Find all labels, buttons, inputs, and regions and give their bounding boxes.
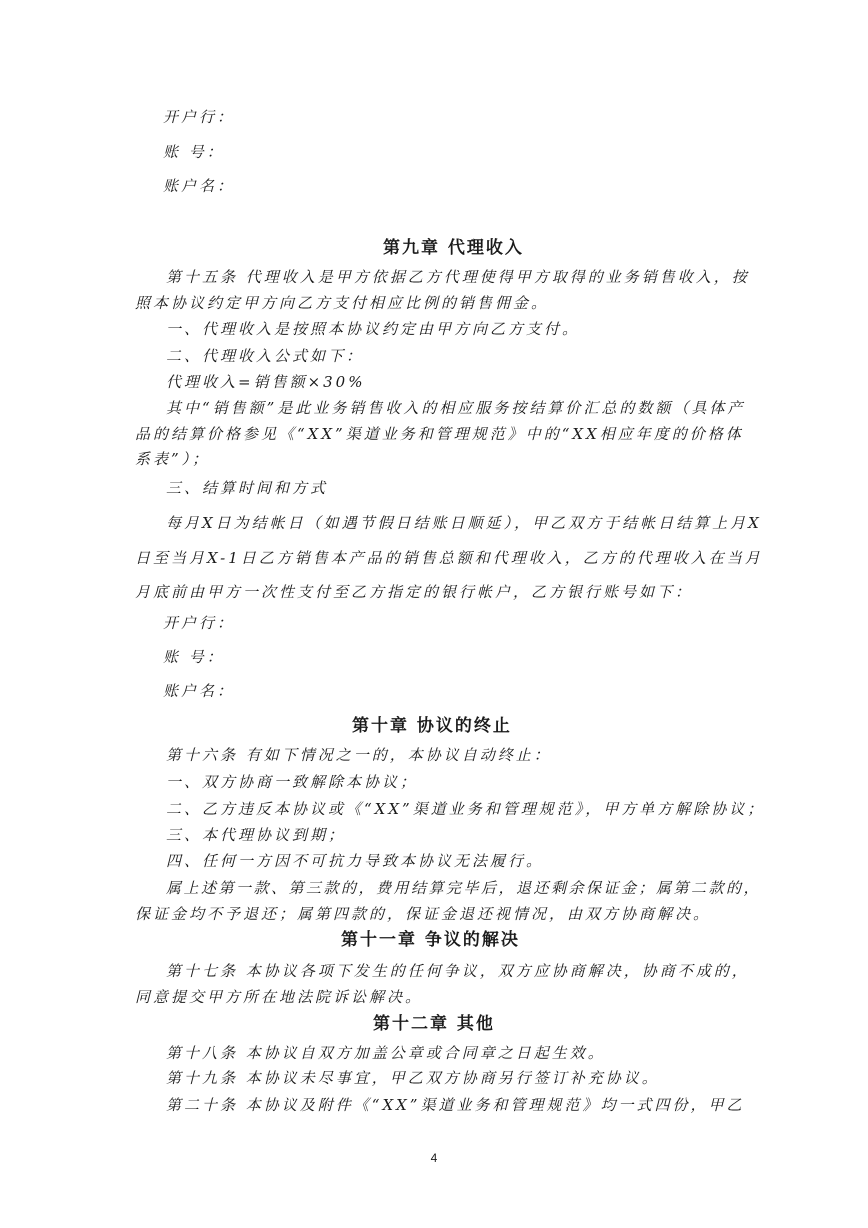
- page-number: 4: [430, 1151, 438, 1165]
- bank-label: 开户行：: [163, 108, 236, 126]
- settlement-line-1: 每月X日为结帐日（如遇节假日结账日顺延），甲乙双方于结帐日结算上月X: [166, 514, 762, 532]
- ch10-item-3: 三、本代理协议到期；: [166, 826, 347, 844]
- settlement-line-3: 月底前由甲方一次性支付至乙方指定的银行帐户，乙方银行账号如下：: [135, 583, 694, 601]
- article-19: 第十九条 本协议未尽事宜，甲乙双方协商另行签订补充协议。: [166, 1069, 660, 1087]
- ch10-note-line-1: 属上述第一款、第三款的，费用结算完毕后，退还剩余保证金；属第二款的，: [166, 879, 762, 897]
- account-label: 账 号：: [163, 143, 225, 161]
- ch9-account-label: 账 号：: [163, 648, 225, 666]
- ch10-item-1: 一、双方协商一致解除本协议；: [166, 773, 419, 791]
- note-line-3: 系表”）；: [135, 450, 211, 468]
- article-15-line-2: 照本协议约定甲方向乙方支付相应比例的销售佣金。: [135, 294, 550, 312]
- settlement-line-2: 日至当月X-1日乙方销售本产品的销售总额和代理收入，乙方的代理收入在当月: [135, 549, 763, 567]
- article-15-line-1: 第十五条 代理收入是甲方依据乙方代理使得甲方取得的业务销售收入，按: [166, 268, 750, 286]
- ch10-item-4: 四、任何一方因不可抗力导致本协议无法履行。: [166, 852, 545, 870]
- account-name-label: 账户名：: [163, 177, 236, 195]
- ch9-account-name-label: 账户名：: [163, 682, 236, 700]
- article-18: 第十八条 本协议自双方加盖公章或合同章之日起生效。: [166, 1044, 606, 1062]
- ch9-item-3: 三、结算时间和方式: [166, 479, 329, 497]
- article-16: 第十六条 有如下情况之一的，本协议自动终止：: [166, 746, 552, 764]
- ch10-item-2: 二、乙方违反本协议或《“XX”渠道业务和管理规范》，甲方单方解除协议；: [166, 800, 766, 818]
- article-17-line-1: 第十七条 本协议各项下发生的任何争议，双方应协商解决，协商不成的，: [166, 962, 750, 980]
- article-20: 第二十条 本协议及附件《“XX”渠道业务和管理规范》均一式四份，甲乙: [166, 1096, 745, 1114]
- ch10-note-line-2: 保证金均不予退还；属第四款的，保证金退还视情况，由双方协商解决。: [135, 905, 712, 923]
- ch9-item-1: 一、代理收入是按照本协议约定由甲方向乙方支付。: [166, 320, 581, 338]
- note-line-2: 品的结算价格参见《“XX”渠道业务和管理规范》中的“XX相应年度的价格体: [135, 425, 744, 443]
- chapter-10-title: 第十章 协议的终止: [352, 716, 512, 736]
- article-17-line-2: 同意提交甲方所在地法院诉讼解决。: [135, 988, 424, 1006]
- note-line-1: 其中“销售额”是此业务销售收入的相应服务按结算价汇总的数额（具体产: [166, 399, 746, 417]
- chapter-9-title: 第九章 代理收入: [383, 238, 524, 258]
- formula: 代理收入=销售额×30%: [166, 373, 366, 391]
- chapter-12-title: 第十二章 其他: [373, 1014, 495, 1034]
- ch9-item-2: 二、代理收入公式如下：: [166, 347, 365, 365]
- ch9-bank-label: 开户行：: [163, 614, 236, 632]
- chapter-11-title: 第十一章 争议的解决: [341, 930, 520, 950]
